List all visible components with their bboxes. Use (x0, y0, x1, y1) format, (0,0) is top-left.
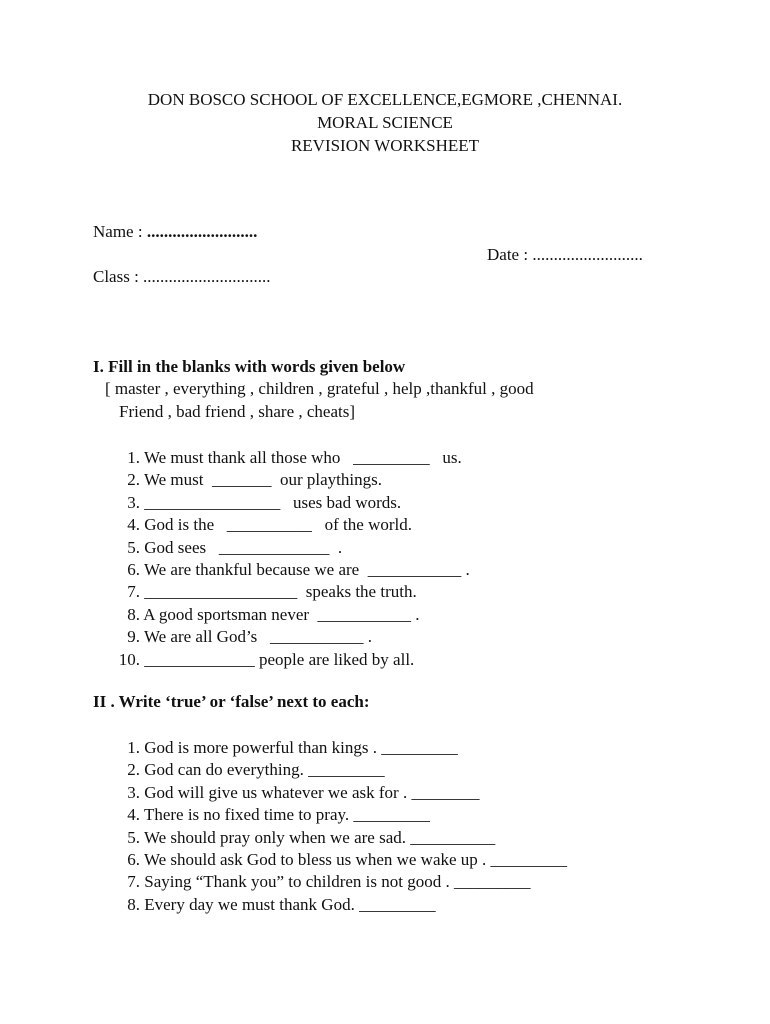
statement-number: 4. (127, 805, 140, 825)
statement-number: 2. (127, 760, 140, 780)
name-label: Name : (93, 222, 147, 241)
statement-text: There is no fixed time to pray. _________ (140, 805, 430, 825)
question-number: 3. (127, 492, 140, 512)
worksheet-title: REVISION WORKSHEET (290, 136, 480, 155)
question-number: 8. (127, 604, 140, 624)
worksheet-header (0, 88, 770, 157)
date-field: Date : .......................... (487, 245, 643, 264)
statement-item (108, 737, 567, 759)
statement-number: 3. (127, 782, 140, 802)
statement-text: Every day we must thank God. _________ (140, 894, 436, 914)
question-item (108, 649, 470, 671)
statement-number: 6. (127, 849, 140, 869)
statement-text: Saying “Thank you” to children is not good . _________ (140, 872, 531, 892)
question-text: We must thank all those who _________ us. (140, 448, 462, 467)
statement-item (108, 759, 567, 781)
question-item (108, 537, 470, 559)
statement-number: 7. (127, 872, 140, 892)
question-text: _____________ people are liked by all. (140, 649, 415, 669)
question-text: ________________ uses bad words. (140, 492, 402, 512)
statement-text: We should ask God to bless us when we wake up . _________ (140, 849, 568, 869)
question-item (108, 581, 470, 603)
section-1-title: I. Fill in the blanks with words given below (93, 357, 406, 376)
question-item (108, 626, 470, 648)
statement-text: We should pray only when we are sad. __________ (140, 827, 496, 847)
question-item (108, 469, 470, 491)
statement-text: God is more powerful than kings . _________ (140, 738, 458, 757)
class-field: Class : .............................. (93, 267, 271, 286)
statement-item (108, 827, 567, 849)
question-item (108, 492, 470, 514)
statement-text: God will give us whatever we ask for . ________ (140, 782, 480, 802)
question-text: God sees _____________ . (140, 537, 343, 557)
statement-item (108, 804, 567, 826)
question-item (108, 559, 470, 581)
statement-text: God can do everything. _________ (140, 760, 385, 780)
word-bank-line-1: [ master , everything , children , grateful , help ,thankful , good (105, 379, 534, 398)
question-number: 7. (127, 582, 140, 602)
true-false-list (108, 737, 567, 916)
question-number: 6. (127, 559, 140, 579)
subject-title: MORAL SCIENCE (317, 113, 453, 132)
statement-number: 1. (127, 738, 140, 757)
word-bank-line-2: Friend , bad friend , share , cheats] (119, 402, 356, 421)
statement-item (108, 782, 567, 804)
question-text: God is the __________ of the world. (140, 515, 412, 535)
statement-item (108, 894, 567, 916)
question-number: 9. (127, 627, 140, 647)
question-text: We are all God’s ___________ . (140, 627, 373, 647)
name-field (93, 222, 257, 242)
question-number: 4. (127, 515, 140, 535)
school-name: DON BOSCO SCHOOL OF EXCELLENCE,EGMORE ,CHENNAI. (147, 90, 623, 109)
question-item (108, 447, 470, 469)
question-item (108, 514, 470, 536)
statement-item (108, 871, 567, 893)
question-item (108, 604, 470, 626)
question-text: __________________ speaks the truth. (140, 582, 417, 602)
question-text: A good sportsman never ___________ . (140, 604, 420, 624)
fill-in-blanks-list (108, 447, 470, 671)
statement-number: 5. (127, 827, 140, 847)
statement-number: 8. (127, 894, 140, 914)
section-2-title: II . Write ‘true’ or ‘false’ next to each: (93, 692, 370, 711)
question-text: We are thankful because we are ___________ . (140, 559, 470, 579)
question-text: We must _______ our playthings. (140, 470, 382, 490)
question-number: 2. (127, 470, 140, 490)
name-blank: .......................... (146, 222, 258, 241)
question-number: 10. (118, 649, 140, 669)
statement-item (108, 849, 567, 871)
question-number: 5. (127, 537, 140, 557)
question-number: 1. (127, 448, 140, 467)
